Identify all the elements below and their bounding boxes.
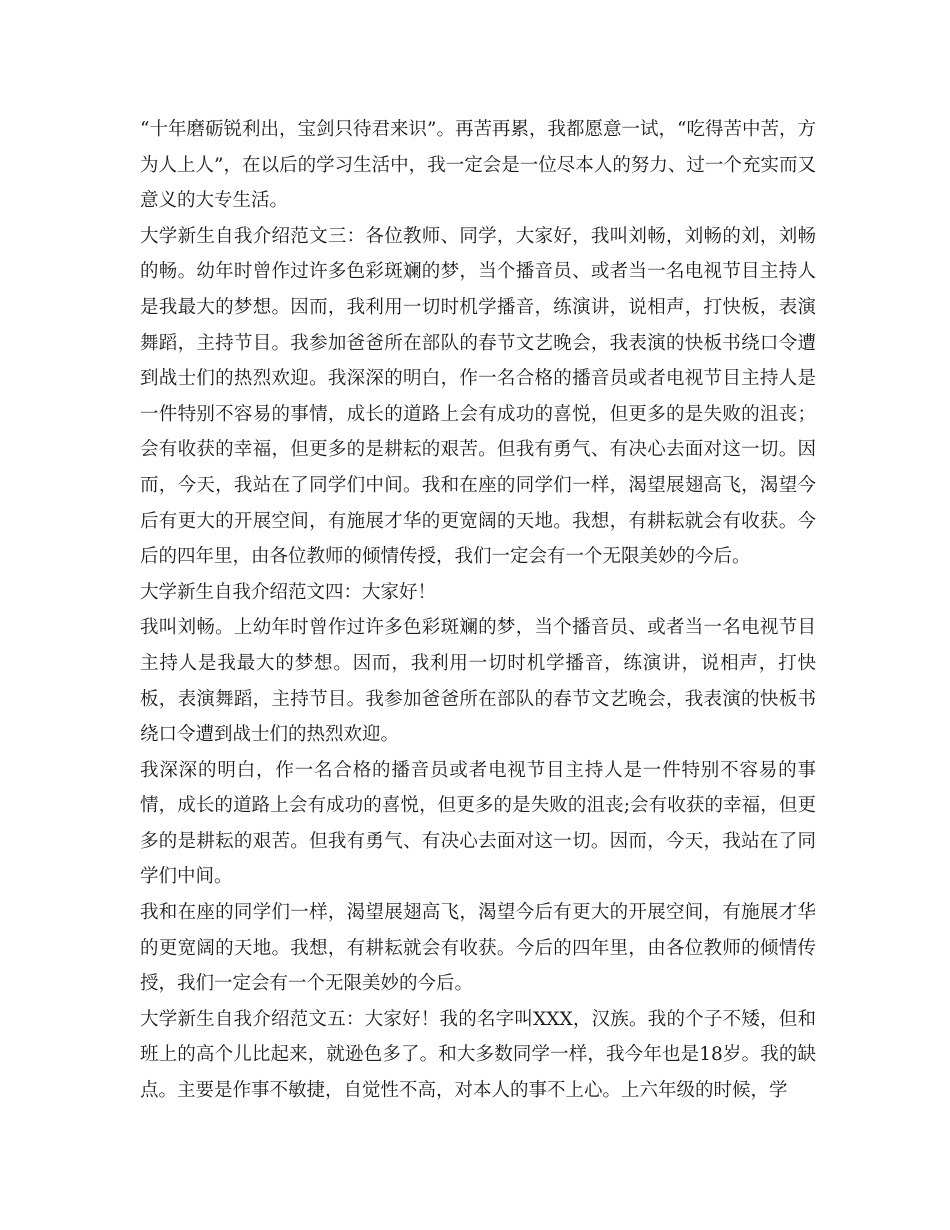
paragraph-sample-four-part2: 我深深的明白，作一名合格的播音员或者电视节目主持人是一件特别不容易的事情，成长的道路上会有成功的喜悦，但更多的是失败的沮丧;会有收获的幸福，但更多的是耕耘的艰苦。但我有勇气、有决心去面对这一切。因而，今天，我站在了同学们中间。 xyxy=(140,759,816,888)
paragraph-sample-four-part3: 我和在座的同学们一样，渴望展翅高飞，渴望今后有更大的开展空间，有施展才华的更宽阔的天地。我想，有耕耘就会有收获。今后的四年里，由各位教师的倾情传授，我们一定会有一个无限美妙的今后。 xyxy=(140,902,816,995)
paragraph-sample-five: 大学新生自我介绍范文五：大家好！我的名字叫XXX，汉族。我的个子不矮，但和班上的高个儿比起来，就逊色多了。和大多数同学一样，我今年也是18岁。我的缺点。主要是作事不敏捷，自觉性不高，对本人的事不上心。上六年级的时候，学 xyxy=(140,1008,816,1102)
document-body xyxy=(140,112,816,1109)
paragraph-sample-four-heading: 大学新生自我介绍范文四：大家好！ xyxy=(140,581,437,603)
paragraph-intro-quote: “十年磨砺锐利出，宝剑只待君来识”。再苦再累，我都愿意一试，“吃得苦中苦，方为人上人”，在以后的学习生活中，我一定会是一位尽本人的努力、过一个充实而又意义的大专生活。 xyxy=(140,119,816,212)
paragraph-sample-three: 大学新生自我介绍范文三：各位教师、同学，大家好，我叫刘畅，刘畅的刘，刘畅的畅。幼年时曾作过许多色彩斑斓的梦，当个播音员、或者当一名电视节目主持人是我最大的梦想。因而，我利用一切时机学播音，练演讲，说相声，打快板，表演舞蹈，主持节目。我参加爸爸所在部队的春节文艺晚会，我表演的快板书绕口令遭到战士们的热烈欢迎。我深深的明白，作一名合格的播音员或者电视节目主持人是一件特别不容易的事情，成长的道路上会有成功的喜悦，但更多的是失败的沮丧；会有收获的幸福，但更多的是耕耘的艰苦。但我有勇气、有决心去面对这一切。因而，今天，我站在了同学们中间。我和在座的同学们一样，渴望展翅高飞，渴望今后有更大的开展空间，有施展才华的更宽阔的天地。我想，有耕耘就会有收获。今后的四年里，由各位教师的倾情传授，我们一定会有一个无限美妙的今后。 xyxy=(140,225,816,568)
paragraph-sample-four-part1: 我叫刘畅。上幼年时曾作过许多色彩斑斓的梦，当个播音员、或者当一名电视节目主持人是我最大的梦想。因而，我利用一切时机学播音，练演讲，说相声，打快板，表演舞蹈，主持节目。我参加爸爸所在部队的春节文艺晚会，我表演的快板书绕口令遭到战士们的热烈欢迎。 xyxy=(140,617,816,746)
